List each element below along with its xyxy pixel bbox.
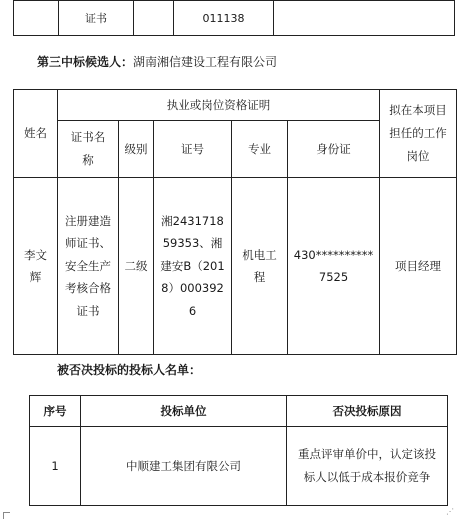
header-bidder: 投标单位 <box>81 396 287 427</box>
table-cell <box>274 1 455 36</box>
cell-cert-name: 注册建造师证书、安全生产考核合格证书 <box>58 178 119 355</box>
previous-table-fragment <box>13 0 455 36</box>
rejected-bidders-table <box>29 395 448 506</box>
rejected-heading: 被否决投标的投标人名单： <box>57 363 202 377</box>
header-name-text: 姓名 <box>24 126 47 140</box>
header-position: 拟在本项目担任的工作岗位 <box>380 90 457 178</box>
header-name <box>14 90 58 178</box>
table-cell <box>14 1 59 36</box>
page-corner-mark <box>3 512 10 519</box>
table-row <box>14 1 455 36</box>
cell-bidder: 中顺建工集团有限公司 <box>81 427 287 506</box>
cell-level: 二级 <box>119 178 154 355</box>
header-cert-number: 证号 <box>154 121 232 178</box>
cell-cert-number: 湘243171859353、湘建安B（2018）0003926 <box>154 178 232 355</box>
table-row <box>30 427 448 506</box>
header-level: 级别 <box>119 121 154 178</box>
header-qualification-group: 执业或岗位资格证明 <box>58 90 380 121</box>
cert-number-cell: 011138 <box>174 1 274 36</box>
table-row <box>14 178 457 355</box>
header-reason: 否决投标原因 <box>287 396 448 427</box>
cert-label-cell: 证书 <box>59 1 134 36</box>
header-cert-name: 证书名称 <box>58 121 119 178</box>
header-index: 序号 <box>30 396 81 427</box>
header-major: 专业 <box>232 121 288 178</box>
cell-name: 李文辉 <box>14 178 58 355</box>
candidate-heading-label: 第三中标候选人： <box>37 55 134 69</box>
header-id-card: 身份证 <box>288 121 380 178</box>
table-cell <box>134 1 174 36</box>
cell-position: 项目经理 <box>380 178 457 355</box>
cell-major: 机电工程 <box>232 178 288 355</box>
candidate-table <box>13 89 457 355</box>
cell-reason: 重点评审单价中，认定该投标人以低于成本报价竞争 <box>287 427 448 506</box>
cell-id-card: 430**********7525 <box>288 178 380 355</box>
candidate-company-name: 湖南湘信建设工程有限公司 <box>133 55 278 69</box>
cell-index: 1 <box>30 427 81 506</box>
resize-grip-icon: ⋰ <box>446 507 454 516</box>
table-header-row <box>30 396 448 427</box>
candidate-heading <box>37 53 277 70</box>
table-header-row <box>14 90 457 121</box>
